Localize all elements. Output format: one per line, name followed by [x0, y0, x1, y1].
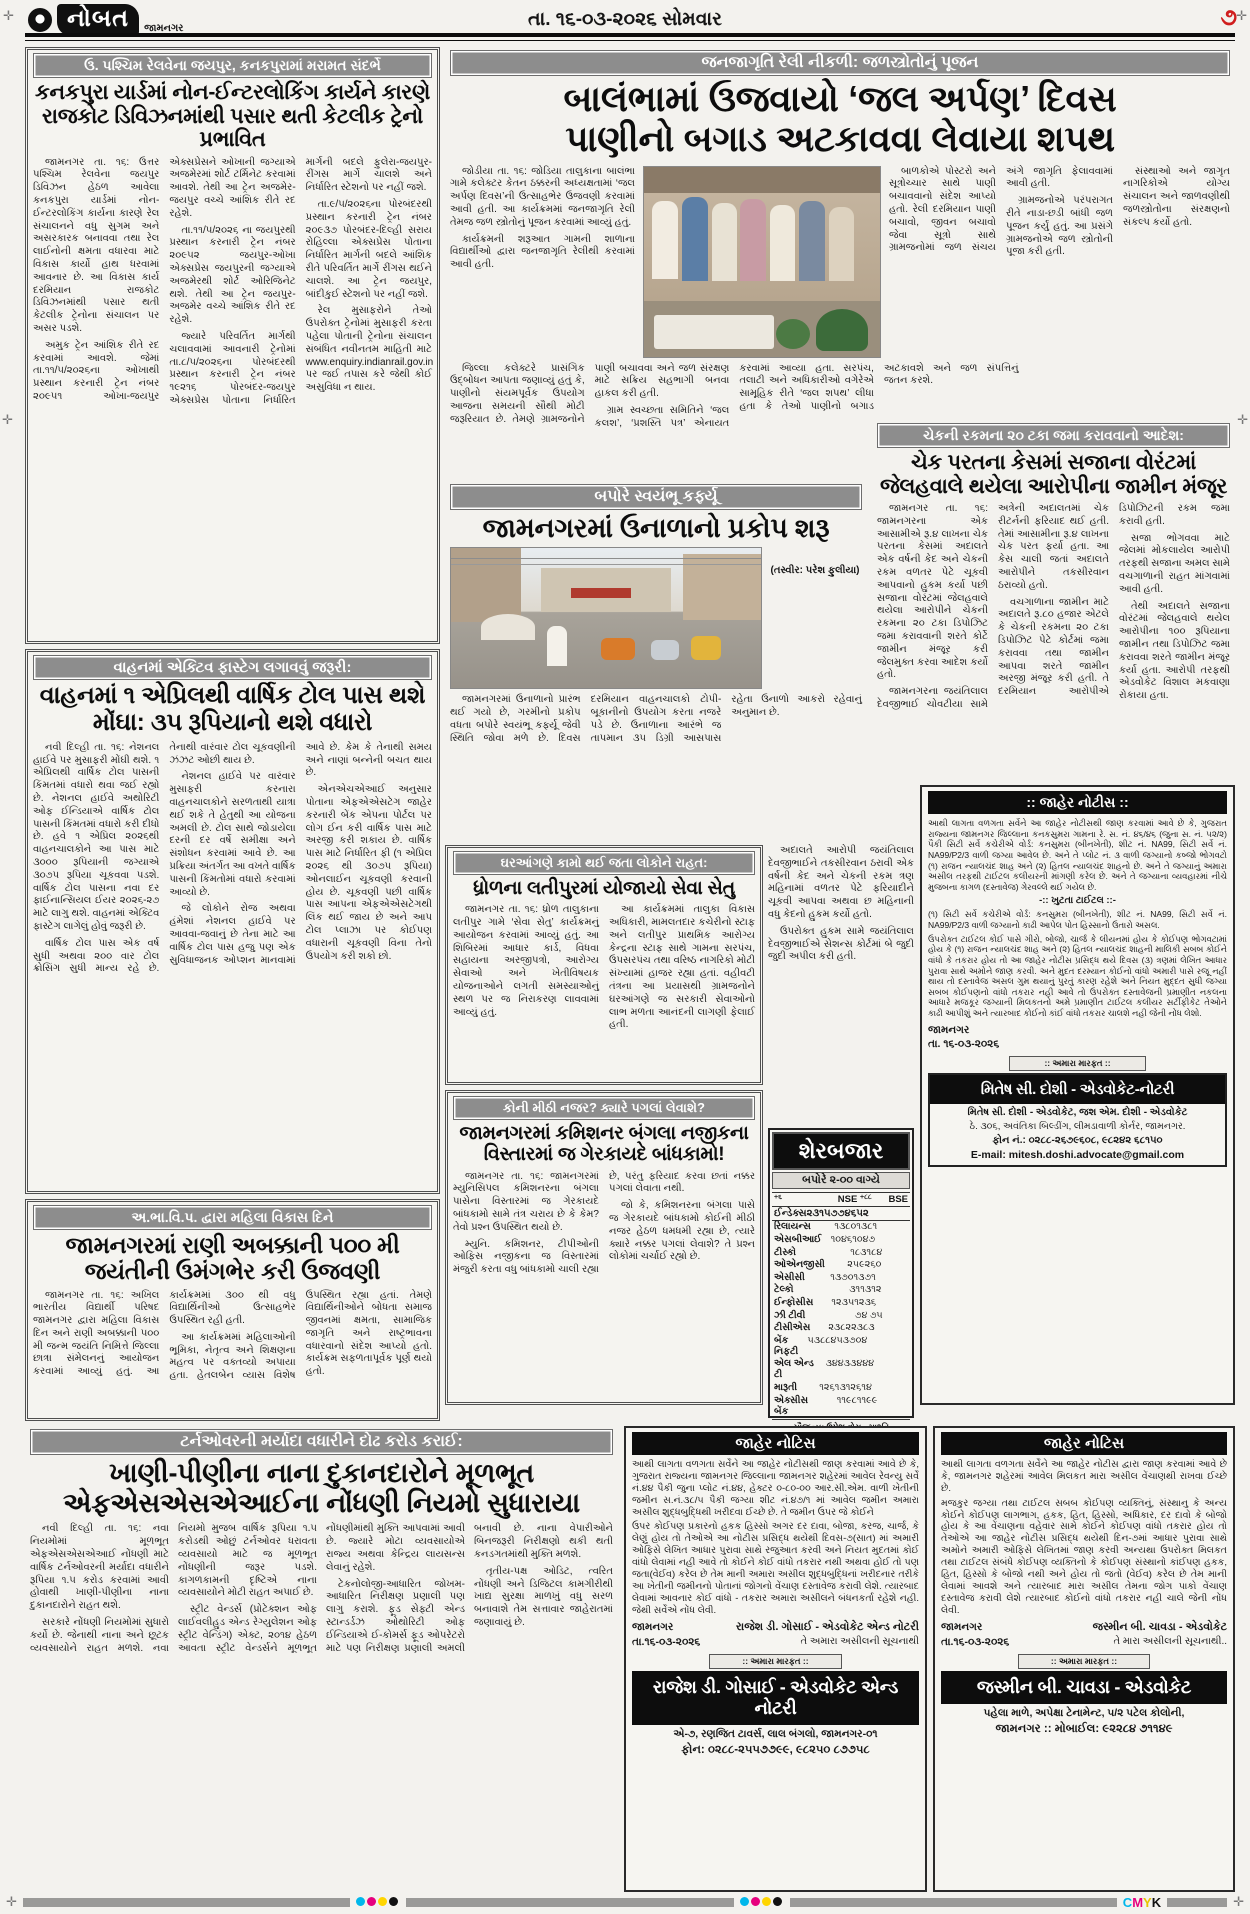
- notice-chavda-sig-note: તે મારા અસીલની સૂચનાથી..: [1113, 1636, 1227, 1648]
- color-dots: [356, 1893, 400, 1911]
- stock-value: ૧૨૩૬: [854, 1296, 877, 1308]
- cmyk-c: C: [1122, 1894, 1133, 1910]
- person-shape: [712, 203, 737, 281]
- stock-value: ૨૩૧૫૭: [806, 1207, 838, 1219]
- body-paragraph: જામનગર તા. ૧૬: જામનગરમાં મ્યુનિસિપલ કમિશનરના બંગલા પાસેના વિસ્તારમાં જ ગેરકાયદે બાંધકામો સામે તંત્ર ચરાય છે કે કેમ? તેવો પ્રશ્ન ઉપસ્થિત થયો છે.: [453, 1170, 599, 1233]
- plant-shape: [776, 319, 810, 349]
- body-paragraph: આ કાર્યક્રમમાં મહિલાઓની ભૂમિકા, નેતૃત્વ અને શિક્ષણના મહત્વ પર વક્તવ્યો અપાયા હતા. હેતલબેન વ્યાસ વિશેષ ઉપસ્થિત રહ્યા હતાં. તેમણે વિદ્યાર્થિનીઓને બોધતા સમાજ જીવનમાં ક્ષમતા, સામાજિક જાગૃતિ અને રાષ્ટ્રભાવના વધારવાનો સંદેશ આપ્યો હતો. કાર્યક્રમ સફળતાપૂર્વક પૂર્ણ થયો હતો.: [169, 1289, 432, 1382]
- notice-doshi-place: જામનગર: [928, 1023, 970, 1036]
- plant-shape: [816, 309, 868, 351]
- notice-gosai-date: તા.૧૬-૦૩-૨૦૨૬: [632, 1635, 701, 1648]
- stock-change-nse: +૬: [774, 1194, 783, 1201]
- stock-value: ૧૧૯૮: [836, 1394, 857, 1406]
- notice-chavda-header: જાહેર નોટિસ: [941, 1432, 1227, 1455]
- body-paragraph: નવી દિલ્હી તા. ૧૬: નેશનલ હાઈવે પર મુસાફરી મોંઘી થશે. ૧ એપ્રિલથી વાર્ષિક ટોલ પાસની કિંમતમાં વધારો થવા જઈ રહ્યો છે. નેશનલ હાઈવે અથોરિટી ઓફ ઈન્ડિયાએ વાર્ષિક ટોલ પાસની કિંમતમાં વધારો કરી દીધો છે. હવે ૧ એપ્રિલ ૨૦૨૬થી વાહનચાલકોને આ પાસ માટે ૩૦૦૦ રૂપિયાની જગ્યાએ ૩૦૭૫ રૂપિયા ચૂકવવા પડશે. વાર્ષિક ટોલ પાસના નવા દર ફાઈનાન્સિયલ ઈયર ૨૦૨૬-૨૭ માટે લાગુ થશે. વાહનમાં એક્ટિવ ફાસ્ટેગ લાગેલું હોવું જરૂરી છે.: [33, 741, 160, 932]
- stock-name: એસીસી: [774, 1271, 805, 1283]
- registration-mark: ✛: [3, 8, 14, 23]
- stock-row: [772, 1296, 910, 1309]
- body-paragraph: જોડીયા તા. ૧૬: જોડિયા તાલુકાના બાલંભા ગામે કલેક્ટર કેતન ઠક્કરની અધ્યક્ષતામાં ‘જલ અર્પણ દિવસ’ની ઉત્સાહભેર ઉજવણી કરવામાં આવી હતી. આ કાર્યક્રમમાં જનજાગૃતિ રેલી તેમજ જળ સ્ત્રોતોનું પૂજન કરવામાં આવ્યું હતું.: [450, 165, 635, 228]
- notice-chavda-place: જામનગર: [941, 1621, 983, 1634]
- stock-row: [772, 1321, 910, 1334]
- article-toll-headline: વાહનમાં ૧ એપ્રિલથી વાર્ષિક ટોલ પાસ થશે મોંઘા: ૩૫ રૂપિયાનો થશે વધારો: [39, 682, 426, 736]
- registration-mark: ✛: [6, 1894, 17, 1909]
- stock-value: ૧૩૭૧: [853, 1271, 876, 1283]
- stock-name: ઝી ટીવી: [774, 1309, 806, 1321]
- body-paragraph: જિલ્લા કલેક્ટરે પ્રાસંગિક ઉદ્બોધન આપતા જણાવ્યું હતું કે, પાણીનો સંયમપૂર્વક ઉપયોગ આજના સમયની સૌથી મોટી જરૂરિયાત છે. તેમણે ગ્રામજનોને પાણી બચાવવા અને જળ સંરક્ષણ માટે સક્રિય સહભાગી બનવા હાકલ કરી હતી.: [450, 362, 730, 425]
- stock-value: ૧૦૪૬: [830, 1233, 853, 1245]
- cmyk-y: Y: [1143, 1894, 1152, 1910]
- body-paragraph: ટેકનોલોજી-આધારિત જોખમ-આધારિત નિરીક્ષણ પ્રણાલી પણ લાગુ કરાશે. ફૂડ સેફ્ટી એન્ડ સ્ટાન્ડર્ડઝ ઓથોરિટી ઓફ ઈન્ડિયાએ ઈ-કોમર્સ ફૂડ ઓપરેટરો માટે પણ નિરીક્ષણ પ્રણાલી અમલી બનાવી છે. નાના વેપારીઓને બિનજરૂરી નિરીક્ષણો થકી થતી કનડગતમાંથી મુક્તિ મળશે.: [326, 1523, 613, 1654]
- body-paragraph: સ્ટ્રીટ વેન્ડર્સ (પ્રોટેક્શન ઓફ લાઈવલીહુડ એન્ડ રેગ્યુલેશન ઓફ સ્ટ્રીટ વેન્ડિંગ) એક્ટ, ૨૦૧૪ હેઠળ આવતા સ્ટ્રીટ વેન્ડર્સને મૂળભૂત નોંધણીમાંથી મુક્તિ આપવામાં આવી છે. જ્યારે મોટા વ્યવસાયોએ રાજ્ય અથવા કેન્દ્રિય લાયસન્સ લેવાનું રહેશે.: [178, 1523, 465, 1654]
- masthead-rule: [25, 33, 1235, 41]
- body-paragraph: ગ્રામજનોએ પરંપરાગત રીતે નાડા-છડી બાંધી જળ પૂજન કર્યું હતું. આ પ્રસંગે ગ્રામજનોએ જળ સ્ત્રોતોની પૂજા કરી હતી.: [1006, 195, 1113, 258]
- notice-chavda-signature: [1093, 1620, 1227, 1648]
- stock-name: ટેલ્કો: [774, 1284, 794, 1296]
- stock-value: ૨૩૮૨: [828, 1322, 852, 1334]
- article-jal-kicker: જનજાગૃતિ રેલી નીકળી: જળસ્ત્રોતોનું પૂજન: [450, 50, 1230, 76]
- notice-chavda-ad-phone: જામનગર :: મોબાઈલ: ૯૨૨૮૪ ૭૧૧૪૯: [995, 1722, 1173, 1735]
- notice-gosai-place-date: [632, 1620, 700, 1648]
- wire-shape: [451, 564, 761, 565]
- notice-doshi-ad-email: E-mail: mitesh.doshi.advocate@gmail.com: [970, 1148, 1185, 1161]
- body-paragraph: રેલ મુસાફરોને તેઓ ઉપરોક્ત ટ્રેનોમાં મુસાફરી કરતા પહેલા પોતાની ટ્રેનોના સંચાલન સંબંધિત નવીનતમ માહિતી માટે www.enquiry.indianrail.gov.in પર જઈ તપાસ કરે જેથી કોઈ અસુવિધા ન થાય.: [305, 305, 434, 394]
- notice-gosai-header: જાહેર નોટિસ: [632, 1432, 919, 1455]
- stock-row: [772, 1258, 910, 1271]
- stock-col-bse: BSE: [888, 1194, 908, 1205]
- body-paragraph: વચગાળાના જામીન માટે અદાલતે રૂ.૮૦ હજાર એટલે કે ચેકની રકમના ૨૦ ટકા ડિપોઝિટ પેટે કોર્ટમાં જમા કરાવવા તથા જામીન આપવા શરતે જામીન અરજી મંજૂર કરી હતી. તે દરમિયાન આરોપીએ ડિપોઝિટની રકમ જમા કરાવી હતી.: [998, 503, 1230, 698]
- article-rani-body: [33, 1290, 432, 1410]
- notice-chavda-date: તા.૧૬-૦૩-૨૦૨૬: [941, 1635, 1010, 1648]
- article-curfew-headline: જામનગરમાં ઉનાળાનો પ્રકોપ શરૂ: [482, 513, 830, 543]
- stock-row: [772, 1394, 910, 1418]
- signboard-shape: [571, 588, 631, 598]
- article-cheque: [872, 420, 1235, 780]
- person-shape: [829, 207, 854, 281]
- article-curfew-kicker: બપોરે સ્વયંભૂ કર્ફ્યૂ: [450, 484, 862, 510]
- notice-gosai-ad-bar: રાજેશ ડી. ગોસાઈ - એડવોકેટ એન્ડ નોટરી: [632, 1671, 919, 1725]
- article-jal-arpan: [445, 47, 1235, 477]
- stock-value: ૫૩૭૦૪: [836, 1334, 868, 1346]
- stock-row: [772, 1221, 910, 1234]
- notice-doshi-ad-bar: મિતેષ સી. દોશી - એડવોકેટ-નોટરી: [930, 1075, 1225, 1104]
- person-shape: [740, 199, 766, 281]
- stock-row: [772, 1246, 910, 1259]
- body-paragraph: જો કે, કમિશનરના બંગલા પાસે જ ગેરકાયદે બાંધકામો કોઈની મીઠી નજર હેઠળ ધમધમી રહ્યા છે, ત્યારે ક્યારે નક્કર પગલાં લેવાશે? તે પ્રશ્ન લોકોમાં ચર્ચાઈ રહ્યો છે.: [609, 1200, 755, 1263]
- body-paragraph: અદાલતે આરોપી જયંતિલાલ દેવજીભાઈને તકસીરવાન ઠરાવી એક વર્ષની કેદ અને ચેકની રકમ ત્રણ મહિનામાં વળતર પેટે ફરિયાદીને ચૂકવી આપવા અથવા છ મહિનાની વધુ કેદનો હુકમ કર્યો હતો.: [768, 845, 914, 920]
- body-paragraph: એનએચએઆઈ અનુસાર પોતાના એફએએસટેગ જાહેર કરનારી બેંક એપના પોર્ટલ પર લોગ ઈન કરી વાર્ષિક પાસ માટે અરજી કરી શકાય છે. વાર્ષિક પાસ માટે નિર્ધારિત ફી (૧ એપ્રિલ ૨૦૨૬ થી ૩૦૭૫ રૂપિયા) ઓનલાઈન ચૂકવણી કરવાની હોય છે. ચૂકવણી પછી વાર્ષિક પાસ આપના એફએએસટેગથી લિંક થઈ જાય છે અને આપ ટોલ પ્લાઝા પર કોઈપણ વધારાની ચૂકવણી વિના તેનો ઉપયોગ કરી શકો છો.: [305, 784, 432, 962]
- notice-gosai-via-label: :: અમારા મારફત ::: [709, 1654, 841, 1669]
- registration-bar: [790, 1898, 1117, 1907]
- notice-chavda-ad-bar: જસ્મીન બી. ચાવડા - એડવોકેટ: [941, 1671, 1227, 1704]
- stock-value: ૧૮૩: [850, 1246, 867, 1258]
- stock-name: મારૂતી: [774, 1381, 798, 1393]
- registration-mark: ✛: [1233, 1894, 1244, 1909]
- body-paragraph: ગ્રામ સ્વચ્છતા સમિતિને ‘જલ કલશ’, ‘પ્રશસ્તિ પત્ર’ એનાયત કરવામાં આવ્યા હતા. સરપંચ, તલાટી અને અધિકારીઓ વગેરેએ સામૂહિક રીતે ‘જલ શપથ’ લીધા હતા કે તેઓ પાણીનો બગાડ અટકાવશે અને જળ સંપત્તિનું જતન કરશે.: [594, 362, 1019, 429]
- registration-bar: [406, 1898, 733, 1907]
- notice-doshi-subhead: -:: ખુટતા ટાઈટલ ::-: [1039, 895, 1116, 907]
- article-cheque-kicker: ચેકની રકમના ૨૦ ટકા જમા કરાવવાનો આદેશ:: [877, 423, 1230, 448]
- body-paragraph: જામનગર તા. ૧૬: અખિલ ભારતીય વિદ્યાર્થી પરિષદ જામનગર દ્વારા મહિલા વિકાસ દિન અને રાણી અબક્કાની ૫૦૦ મી જન્મ જયંતિ નિમિત્તે જિલ્લા છાત્રા સંમેલનનું આયોજન કરવામાં આવ્યું હતું. આ કાર્યક્રમમાં ૩૦૦ થી વધુ વિદ્યાર્થિનીઓ ઉત્સાહભેર ઉપસ્થિત રહી હતી.: [33, 1289, 296, 1378]
- body-paragraph: તૃતીય-પક્ષ ઓડિટ, ત્વરિત નોંધણી અને ડિજિટલ કામગીરીથી ખાદ્ય સુરક્ષા માળખું વધુ સરળ બનાવાશે તેમ સત્તાવાર જાહેરાતમાં જણાવાયું છે.: [474, 1565, 613, 1629]
- article-railway-body: [33, 157, 432, 627]
- body-paragraph: મ્યુનિ. કમિશનર, ટીપીઓની ઓફિસ નજીકના જ વિસ્તારમાં મંજુરી કરતા વધુ બાંધકામો ચાલી રહ્યા છે, પરંતુ ફરિયાદ કરવા છતાં નક્કર પગલાં લેવાતા નથી.: [453, 1170, 755, 1276]
- body-paragraph: ઉપરોક્ત હુકમ સામે જયંતિલાલ દેવજીભાઈએ સેશન્સ કોર્ટમાં બે જુદી જુદી અપીલ કરી હતી.: [768, 925, 914, 963]
- notice-doshi-ad-phone: ફોન નં.: ૦૨૮૮-૨૬૭૯૬૦૮, ૯૮૨૪૨ ૬૮૧૫૦: [992, 1134, 1163, 1146]
- stock-value: ૧૨૬૧૩: [819, 1381, 846, 1393]
- article-cheque-body: [877, 503, 1230, 761]
- stock-row: [772, 1358, 910, 1382]
- article-toll: [25, 649, 440, 1194]
- article-seva-body: [453, 904, 755, 1072]
- article-cheque-headline: ચેક પરતના કેસમાં સજાના વોરંટમાં જેલહવાલે થયેલા આરોપીના જામીન મંજૂર: [879, 451, 1228, 498]
- notice-chavda-text-1: આથી લાગતા વળગતા સર્વેને આ જાહેર નોટીસ દ્વારા જાણ કરવામાં આવે છે કે, જામનગર શહેરમાં આવેલ મિલકત મારા અસીલ વેંચાણથી રાખવા ઈચ્છે છે.: [941, 1459, 1227, 1494]
- notice-doshi-place-date: [928, 1023, 999, 1051]
- color-dots: [740, 1893, 784, 1911]
- car-shape: [691, 636, 721, 660]
- registration-mark: ✛: [1236, 8, 1247, 23]
- stock-name: ઓએનજીસી: [774, 1259, 825, 1271]
- stock-table: [768, 1128, 914, 1418]
- notice-chavda-sig-name: જસ્મીન બી. ચાવડા - એડવોકેટ: [1092, 1621, 1227, 1634]
- black-dot: [773, 1897, 782, 1906]
- body-paragraph: તા.૯/૫/૨૦૨૬ના પોરબંદરથી પ્રસ્થાન કરનારી ટ્રેન નંબર ૨૦૯૩૭ પોરબંદર-દિલ્હી સરાય રોહિલ્લા એક્સપ્રેસ પોતાના નિર્ધારિત માર્ગની બદલે આંશિક રીતે પરિવર્તિત માર્ગે રીંગસ થઈને ચાલશે. આ ટ્રેન જયપુર, બાંદીકુઈ સ્ટેશનો પર નહીં જશે.: [305, 198, 432, 300]
- cmyk-label: [1123, 1895, 1161, 1910]
- article-commissioner: [445, 1090, 763, 1405]
- body-paragraph: જે લોકોને રોજ અથવા હંમેશાં નેશનલ હાઈવે પર આવવા-જવાનું છે તેના માટે આ વાર્ષિક ટોલ પાસ હજુ પણ એક સુવિધાજનક ઓપ્શન માનવામાં આવે છે. કેમ કે તેનાથી સમય અને નાણાં બન્નેની બચત થાય છે.: [169, 741, 432, 966]
- stock-col-nse: NSE: [837, 1194, 858, 1205]
- stock-value: ૧૧૯૯: [856, 1394, 878, 1406]
- body-paragraph: નેશનલ હાઈવે પર વારંવાર મુસાફરી કરનારા વાહનચાલકોને સરળતાથી યાત્રા થઈ શકે તે હેતુથી આ યોજના અમલી છે. ટોલ સાથે જોડાયેલા દરની દર વર્ષે સમીક્ષા અને સંશોધન કરવામાં આવે છે. આ પ્રક્રિયા અંતર્ગત આ વખતે વાર્ષિક પાસની કિંમતોમાં વધારો કરવામાં આવ્યો છે.: [169, 771, 296, 898]
- building-shape: [451, 548, 521, 622]
- stock-row: [772, 1381, 910, 1394]
- stock-row: [772, 1207, 910, 1221]
- yellow-dot: [762, 1897, 771, 1906]
- stock-value: ૭૪૬૫૨: [837, 1207, 869, 1219]
- stock-value: ૧૩૮૧: [856, 1221, 878, 1233]
- stock-name: એક્સીસ બેંક: [774, 1394, 809, 1417]
- stock-name: ટીસ્કો: [774, 1246, 797, 1258]
- stock-value: ૨૬૦: [864, 1259, 882, 1271]
- article-railway-kicker: ઉ. પશ્ચિમ રેલવેના જયપુર, કનકપુરામાં મરામત સંદર્ભે: [33, 53, 432, 78]
- stock-value: ૧૩૭૦: [830, 1271, 854, 1283]
- stock-value: ૭૫: [869, 1309, 883, 1321]
- photo-banner-shape: [644, 167, 880, 193]
- photo-caption: (તસ્વીર: પરેશ ફુલીયા): [770, 565, 860, 577]
- stock-value: ૩૧૨: [864, 1284, 882, 1296]
- article-seva-kicker: ઘરઆંગણે કામો થઈ જતા લોકોને રાહત:: [453, 851, 755, 875]
- body-paragraph: તા.૧૧/૫/૨૦૨૬ ના જયપુરથી પ્રસ્થાન કરનારી ટ્રેન નંબર ૨૦૯૫૨ જયપુર-ઓખા એક્સપ્રેસ જયપુરની જગ્યાએ અજમેરથી શોર્ટ ઓરિજિનેટ થશે. તેથી આ ટ્રેન જયપુર-અજમેર વચ્ચે આંશિક રીતે રદ રહેશે.: [169, 224, 296, 326]
- scooter-shape: [651, 640, 679, 660]
- stock-row: [772, 1284, 910, 1297]
- notice-gosai-place: જામનગર: [632, 1621, 674, 1634]
- stock-row: [772, 1233, 910, 1246]
- brand-city: જામનગર: [144, 23, 184, 34]
- body-paragraph: કાર્યક્રમની શરૂઆત ગામની શાળાના વિદ્યાર્થીઓ દ્વારા જનજાગૃતિ રેલીથી કરવામાં આવી હતી.: [450, 233, 635, 271]
- person-shape: [770, 205, 795, 281]
- stock-value: ૧૨૬૧૪: [845, 1381, 872, 1393]
- registration-mark: ✛: [2, 412, 13, 427]
- stock-time: બપોરે ૨-૦૦ વાગ્યે: [772, 1172, 910, 1189]
- cyan-dot: [740, 1897, 749, 1906]
- article-seva-setu: [445, 845, 763, 1085]
- notice-doshi-text-2: (૧) સિટી સર્વે કચેરીએ વોર્ડ: કનસુમરા (બીનખેતી), શીટ નં. NA99, સિટી સર્વે નં. NA99/P2/3 વાળી જગ્યાનો કાઢી આપેલ પોત હિસ્સાનો ઉતારો અસલ.: [928, 909, 1227, 930]
- notice-gosai-sig-note: તે અમારા અસીલની સૂચનાથી: [800, 1636, 919, 1648]
- body-paragraph: જામનગર તા. ૧૬: ઉત્તર પશ્ચિમ રેલવેના જયપુર ડિવિઝન હેઠળ આવેલા કનકપુરા યાર્ડમાં નોન-ઈન્ટરલોકિંગ કાર્યના કારણે રેલ સંચાલનને વધુ સુગમ અને અસરકારક બનાવવા તથા રેલ લાઈનોની ક્ષમતા વધારવા માટે વિકાસ કાર્યો હાથ ધરવામાં આવનાર છે. આ વિકાસ કાર્ય દરમિયાન રાજકોટ ડિવિઝનમાંથી પસાર થતી કેટલીક ટ્રેનોના સંચાલન પર અસર પડશે.: [33, 156, 160, 334]
- stock-header-row: [772, 1192, 910, 1207]
- stock-value: ૧૦૪૭: [852, 1233, 876, 1245]
- article-toll-body: [33, 742, 432, 1172]
- cyan-dot: [356, 1897, 365, 1906]
- article-jal-body-right: [889, 166, 1230, 358]
- article-railway: [25, 47, 440, 644]
- stock-name: ઈન્ડેક્સ: [774, 1207, 807, 1219]
- article-toll-kicker: વાહનમાં એક્ટિવ ફાસ્ટેગ લગાવવું જરૂરી:: [33, 655, 432, 680]
- brand-logo: નોબત: [57, 4, 139, 36]
- stock-value: ૩૪૪૩: [825, 1358, 850, 1370]
- notice-chavda-text-2: મજકુર જગ્યા તથા ટાઈટલ સબબ કોઈપણ વ્યક્તિનું, સંસ્થાનુ કે અન્ય કોઈને કોઈપણ લાગભાગ, હકક, હિત, હિસ્સો, અધિકાર, દર દાવો કે બોજો હોય કે આ વેંચાણના વહેવાર સામે કોઈને કોઈપણ વાંધો તકરાર હોય તો તેઓએ આ જાહેર નોટીસ પ્રસિદ્ધ થયેથી દિન-૭માં આધાર પુરાવા સાથે અમોને અમારી ઓફિસે લેખિતમાં જાણ કરવી અન્યથા ઉપરોક્ત મિલકત તથા ટાઈટલ સંબંધે કોઈપણ વ્યક્તિનો કે કોઈપણ સંસ્થાનો કાંઈપણ હકક, હિત, હિસ્સો કે બોજો નથી અને હોય તો જતો (વેઈવ) કરેલ છે તેમ માની લેવામાં આવશે અને ત્યારબાદ મારા અસીલ તેમના જોગ પાકો વેંચાણ દસ્તાવેજ કરાવી લેશે ત્યારબાદ કોઈનો વાંધો તકરાર નહી ચાલે જેની નોંધ લેવી.: [941, 1497, 1227, 1616]
- stock-name: એસબીઆઈ: [774, 1233, 822, 1245]
- registration-bar: [23, 1898, 350, 1907]
- stock-value: ૧૨૩૫: [831, 1296, 855, 1308]
- body-paragraph: બાળકોએ પોસ્ટરો અને સૂત્રોચ્ચાર સાથે પાણી બચાવવાનો સંદેશ આપ્યો હતો. રેલી દરમિયાન પાણી બચાવો, જીવન બચાવો જેવા સૂત્રો સાથે ગ્રામજનોમાં જળ સંચય અંગે જાગૃતિ ફેલાવવામાં આવી હતી.: [889, 165, 1113, 254]
- article-jal-headline-line1: બાલંભામાં ઉજવાયો ‘જલ અર્પણ’ દિવસ: [563, 78, 1117, 119]
- notice-doshi-via-label: :: અમારા મારફત ::: [1009, 1056, 1147, 1071]
- notice-doshi-text-1: આથી લાગતા વળગતા સર્વેને આ જાહેર નોટીસથી જાણ કરવામાં આવે છે કે, ગુજરાત રાજ્યના જામનગર જિલ્લાના કનકસુમરા ગામના રે. સ. નં. ૪૬/૪૬ (જુના સ. નં. ૫૨/૨) પૈકી સિટી સર્વે કચેરીએ વોર્ડ: કનસુમરા (બીનખેતી), શીટ નં. NA99, સિટી સર્વે નં. NA99/P2/3 વાળી જગ્યા આવેલ છે. અને તે પ્લોટ નં. ૩ વાળી જગ્યાનો કબ્જો ભોગવટો (૧) રાજન ન્યાલચંદ શાહ અને (૨) હિતલ ન્યાલચંદ શાહનો છે. અને તે જગ્યાનું અમારા અસીલ તરફથી ટાઈટલ કલીયરની માંગણી કરેલ છે. અને તે જગ્યાના વ્યવહારમાં નીચે મુજબના કાગળ (દસ્તાવેજ) ગેરવલ્લે થઈ ગયેલ છે.: [928, 818, 1227, 892]
- print-registration-strip: [0, 1893, 1250, 1911]
- article-fssai-kicker: ટર્નઓવરની મર્યાદા વધારીને દોઢ કરોડ કરાઈ:: [30, 1429, 613, 1455]
- stock-name: ઈન્ફોસીસ: [774, 1296, 814, 1308]
- stock-value: ૨૩૮૩: [851, 1322, 875, 1334]
- notice-doshi-ad-address: ઠે. ૩૦૬, અવંતિકા બિલ્ડીંગ, લીમડાવાળી કોર્નર, જામનગર.: [969, 1120, 1186, 1132]
- notice-gosai-signature: [736, 1620, 919, 1648]
- yellow-dot: [378, 1897, 387, 1906]
- street-photo: [450, 547, 762, 689]
- notice-gosai-ad-phone: ફોન: ૦૨૮૮-૨૫૫૭૭૯૯, ૯૮૨૫૦ ૮૭૭૫૮: [681, 1743, 870, 1756]
- article-jal-body-left: [450, 166, 635, 358]
- registration-bar: [1167, 1898, 1227, 1907]
- article-curfew: [445, 481, 867, 841]
- stock-value: ૭૪: [854, 1309, 868, 1321]
- stock-name: એલ એન્ડ ટી: [774, 1358, 814, 1381]
- article-rani-kicker: અ.ભા.વિ.પ. દ્વારા મહિલા વિકાસ દિને: [33, 1205, 432, 1230]
- notice-doshi-text-3: ઉપરોક્ત ટાઈટલ કોઈ પાસે ગીરો, બોજો, ચાર્જ કે લીયનમાં હોય કે કોઈપણ ભોગવટામાં હોય કે (૧) રાજન ન્યાલચંદ શાહ અને (૨) હિતલ ન્યાલચંદ શાહની માલિકી સબબ કોઈને વાંધો કે તકરાર હોય તો આ જાહેર નોટીસ પ્રસિદ્ધ થયે દિવસ (૩) ત્રણમાં લેખિત આધાર પુરાવા સાથે અમોને જાણ કરવી. અને મુદત દરમ્યાન કોઈનો વાંધો અમારી પાસે રજૂ નહીં થાય તો દસ્તાવેજ અસલ ગુમ થયાનું પુરતું કારણ રહેશે અને નિયત મુદ્દત સુધી જગ્યા સબબ કોઈપણનો વાંધો તકરાર નહી આવે તો ઉપરોક્ત દસ્તાવેજની પ્રમાણીત નકલના આધારે મજકૂર જગ્યાની મિલકતનો અમે પ્રમાણીત ટાઈટલ કલીયર સર્ટીફીકેટ તેઓને કાઢી આપીશું અને ત્યારબાદ કોઈનો કાંઈ વાંધો તકરાર ચાલશે નહી જેની નોંધ લેશો.: [928, 933, 1227, 1018]
- article-curfew-body: [450, 694, 862, 814]
- stock-row: [772, 1271, 910, 1284]
- umbrella-shape: [481, 614, 535, 640]
- stock-value: ૩૪૪૪: [850, 1358, 874, 1370]
- article-commissioner-headline: જામનગરમાં કમિશનર બંગલા નજીકના વિસ્તારમાં જ ગેરકાયદે બાંધકામો!: [459, 1123, 749, 1166]
- article-fssai-body: [30, 1523, 613, 1873]
- cmyk-k: K: [1151, 1894, 1162, 1910]
- public-notice-gosai: [624, 1426, 927, 1892]
- stock-row: [772, 1334, 910, 1358]
- wire-shape: [451, 558, 761, 559]
- notice-gosai-ad-address: એ-૭, રણજિત ટાવર્સ, લાલ બંગલો, જામનગર-૦૧: [673, 1727, 878, 1740]
- stock-title: શેરબજાર: [772, 1132, 910, 1170]
- stock-name: રિલાયન્સ: [774, 1221, 811, 1233]
- article-seva-headline: ધ્રોળના લતીપુરમાં યોજાયો સેવા સેતુ: [473, 878, 735, 899]
- body-paragraph: તેથી અદાલતે સજાના વોરંટમાં જેલહવાલે થયેલ આરોપીના ૧૦૦ રૂપિયાના જામીન તથા ડિપોઝિટ જમા કરાવવા શરતે જામીન મંજૂર કર્યા હતા. આરોપી તરફથી એડવોકેટ વિશાલ મકવાણા રોકાયા હતા.: [1119, 600, 1230, 702]
- body-paragraph: સરકારે નોંધણી નિયમોમાં સુધારો કર્યો છે. જેનાથી નાના અને છૂટક વ્યવસાયોને રાહત મળશે. નવા નિયમો મુજબ વાર્ષિક રૂપિયા ૧.૫ કરોડથી ઓછું ટર્નઓવર ધરાવતા વ્યવસાયો માટે જ મૂળભૂત નોંધણીની જરૂર પડશે. કાગળકામની દૃષ્ટિએ નાના વ્યવસાયોને મોટી રાહત અપાઈ છે.: [30, 1523, 317, 1654]
- registration-mark: ✛: [1237, 412, 1248, 427]
- edition-date: તા. ૧૬-૦૩-૨૦૨૬ સોમવાર: [527, 9, 723, 30]
- article-commissioner-body: [453, 1171, 755, 1393]
- public-notice-doshi: [920, 785, 1235, 1405]
- article-cheque-continued: [768, 845, 914, 1123]
- body-paragraph: સજા ભોગવવા માટે જેલમાં મોકલાયેલ આરોપી તરફથી સજાના અમલ સામે વચગાળાની રાહત માંગવામાં આવી હતી.: [1119, 532, 1230, 595]
- body-paragraph: આ કાર્યક્રમમાં તાલુકા વિકાસ અધિકારી, મામલતદાર કચેરીનો સ્ટાફ અને લતીપુર પ્રાથમિક આરોગ્ય કેન્દ્રના સ્ટાફ સાથે ગામના સરપંચ, ઉપસરપંચ તથા વરિષ્ઠ નાગરિકો મોટી સંખ્યામાં હાજર રહ્યા હતાં. વહીવટી તંત્રના આ પ્રયાસથી ગ્રામજનોને ઘરઆંગણે જ સરકારી સેવાઓનો લાભ મળતા આનંદની લાગણી ફેલાઈ હતી.: [609, 904, 755, 1031]
- body-paragraph: નવી દિલ્હી તા. ૧૬: નવા નિયમોમાં મૂળભૂત એફએસએસએઆઈ નોંધણી માટે વાર્ષિક ટર્નઓવરની મર્યાદા વધારીને રૂપિયા ૧.૫ કરોડ કરવામાં આવી હોવાથી ખાણી-પીણીના નાના દુકાનદારોને રાહત થશે.: [30, 1523, 169, 1612]
- notice-chavda-place-date: [941, 1620, 1009, 1648]
- body-paragraph: જામનગર તા. ૧૬: ધ્રોળ તાલુકાના લતીપુર ગામે ‘સેવા સેતુ’ કાર્યક્રમનું આયોજન કરવામાં આવ્યું હતું. આ શિબિરમાં આધાર કાર્ડ, વિધવા સહાયના અરજીપત્રો, આરોગ્ય સેવાઓ અને ખેતીવિષયક યોજનાઓને લગતી સમસ્યાઓનું સ્થળ પર જ નિરાકરણ લાવવામાં આવ્યું હતું.: [453, 904, 599, 1018]
- body-paragraph: જામનગરના જયંતિલાલ દેવજીભાઈ ચોવટીયા સામે અત્રેની અદાલતમાં ચેક રીટર્નની ફરિયાદ થઈ હતી. તેમાં આસામીના રૂ.૪ લાખના ચેક પરત ફર્યા હતા. આ કેસ ચાલી જતાં અદાલતે આરોપીને તકસીરવાન ઠરાવ્યો હતો.: [877, 503, 1109, 710]
- stock-change-bse: +૮૮: [859, 1194, 872, 1201]
- notice-gosai-text-1: આથી લાગતા વળગતા સર્વેને આ જાહેર નોટીસથી જાણ કરવામાં આવે છે કે, ગુજરાત રાજ્યના જામનગર જિલ્લાના જામનગર શહેરમાં આવેલ રેવન્યુ સર્વે નં.૪૪ પૈકી જુના પ્લોટ નં.૪૪, હેક્ટર ૦-૮૦-૦૦ આર.સી.એમ. વાળી ખેતીની જમીન સ.નં.૩૮/૫ પૈકી જગ્યા શીટ નં.૪૭/૧ માં આવેલ જમીન અમારા અસીલ શુદ્ધબુદ્ધિથી ખરીદવા ઈચ્છે છે. તે જમીન ઉપર જે કોઈને: [632, 1459, 919, 1518]
- ceremony-photo: [643, 166, 881, 358]
- stock-row: [772, 1309, 910, 1322]
- article-commissioner-kicker: કોની મીઠી નજર? ક્યારે પગલાં લેવાશે?: [453, 1096, 755, 1120]
- person-shape: [652, 201, 678, 279]
- table-shape: [654, 315, 774, 349]
- pedestrian-shape: [547, 626, 567, 666]
- notice-doshi-ad-names: મિતેષ સી. દોશી - એડવોકેટ, જશ એમ. દોશી - એડવોકેટ: [967, 1106, 1188, 1118]
- public-notice-chavda: [933, 1426, 1235, 1892]
- article-rani-abakka: [25, 1199, 440, 1421]
- stock-value: ૩૧૧: [849, 1284, 865, 1296]
- article-fssai-headline: ખાણી-પીણીના નાના દુકાનદારોને મૂળભૂત એફએસએસએઆઈના નોંધણી નિયમો સુધારાયા: [63, 1458, 580, 1519]
- notice-chavda-via-label: :: અમારા મારફત ::: [1018, 1654, 1150, 1669]
- article-fssai: [25, 1426, 618, 1892]
- person-shape: [799, 201, 825, 281]
- rickshaw-shape: [601, 638, 635, 660]
- notice-doshi-date: તા. ૧૬-૦૩-૨૦૨૬: [928, 1037, 1000, 1050]
- stock-name: બેંક નિફટી: [774, 1334, 799, 1357]
- magenta-dot: [751, 1897, 760, 1906]
- notice-doshi-header: :: જાહેર નોટીસ ::: [928, 791, 1227, 814]
- body-paragraph: અમુક ટ્રેન આંશિક રીતે રદ કરવામાં આવશે. જેમાં તા.૧૧/૫/૨૦૨૬ના ઓખાથી પ્રસ્થાન કરનારી ટ્રેન નંબર ૨૦૯૫૧ ઓખા-જયપુર એક્સપ્રેસને ઓખાની જગ્યાએ અજમેરમાં શોર્ટ ટર્મિનેટ કરવામાં આવશે. તેથી આ ટ્રેન અજમેર-જયપુર વચ્ચે આંશિક રીતે રદ રહેશે.: [33, 156, 296, 402]
- stock-rows: [772, 1207, 910, 1417]
- body-paragraph: સંસ્થાઓ અને જાગૃત નાગરિકોએ યોગ્ય સંચાલન અને જાળવણીથી જળસ્ત્રોતોના સંરક્ષણનો સંકલ્પ કર્યો હતો.: [1123, 165, 1230, 228]
- article-jal-headline-line2: પાણીનો બગાડ અટકાવવા લેવાયા શપથ: [565, 118, 1115, 160]
- notice-chavda-ad-address: પહેલા માળે, અપેક્ષા ટેનામેન્ટ, ૫/૨ પટેલ કોલોની,: [983, 1706, 1185, 1719]
- magenta-dot: [367, 1897, 376, 1906]
- article-rani-headline: જામનગરમાં રાણી અબક્કાની ૫૦૦ મી જયંતીની ઉમંગભેર કરી ઉજવણી: [65, 1232, 400, 1284]
- article-jal-body-bottom: [450, 362, 1019, 435]
- notice-gosai-sig-name: રાજેશ ડી. ગોસાઈ - એડવોકેટ એન્ડ નોટરી: [735, 1621, 919, 1634]
- stock-value: ૧૮૪: [866, 1246, 883, 1258]
- stock-value: ૧૩૮૦: [834, 1221, 857, 1233]
- black-dot: [389, 1897, 398, 1906]
- body-paragraph: જામનગર તા. ૧૬: જામનગરના એક આસામીએ રૂ.૪ લાખના ચેક પરતના કેસમાં અદાલતે એક વર્ષની કેદ અને ચેકની રકમ વળતર પેટે ચૂકવી આપવાનો હુકમ કર્યા પછી સજાના વોરંટમાં જેલહવાલે થયેલા આરોપીને ચેકની રકમના ૨૦ ટકા ડિપોઝિટ જમા કરાવવાની શરતે કોર્ટે જામીન મંજૂર કરી જેલમુક્ત કરવા આદેશ કર્યો હતો.: [877, 503, 988, 681]
- stock-name: ટીસીએસ: [774, 1322, 811, 1334]
- person-shape: [682, 197, 708, 281]
- article-railway-headline: કનકપુરા યાર્ડમાં નોન-ઈન્ટરલોકિંગ કાર્યને કારણે રાજકોટ ડિવિઝનમાંથી પસાર થતી કેટલીક ટ્રેનો પ્રભાવિત: [34, 81, 431, 152]
- body-paragraph: વાર્ષિક ટોલ પાસ એક વર્ષ સુધી અથવા ૨૦૦ વાર ટોલ ક્રોસિંગ સુધી માન્ય રહે છે. તેનાથી વારંવાર ટોલ ચૂકવણીની ઝંઝટ ઓછી થાય છે.: [33, 741, 296, 975]
- stock-value: ૨૫૯: [847, 1259, 865, 1271]
- stock-value: ૫૩૮૮૪: [807, 1334, 837, 1346]
- body-paragraph: જામનગરમાં ઉનાળાનો પ્રારંભ થઈ ગયો છે, ગરમીનો પ્રકોપ વધતા બપોરે સ્વયંભૂ કર્ફ્યૂ જેવી સ્થિતિ જોવા મળે છે. દિવસ દરમિયાન વાહનચાલકો ટોપી-બૂકાનીનો ઉપયોગ કરતા નજરે પડે છે. ઉનાળાના આરંભે જ તાપમાન ૩૫ ડિગ્રી આસપાસ રહેતા ઉનાળો આકરો રહેવાનું અનુમાન છે.: [450, 694, 862, 744]
- cmyk-m: M: [1132, 1894, 1144, 1910]
- page-number: ૭: [1220, 4, 1237, 31]
- body-paragraph: જ્યારે પરિવર્તિત માર્ગથી ચલાવવામાં આવનારી ટ્રેનોમાં તા.૮/૫/૨૦૨૬ના પોરબંદરથી પ્રસ્થાન કરનારી ટ્રેન નંબર ૧૯૨૧૬ પોરબંદર-જયપુર એક્સપ્રેસ પોતાના નિર્ધારિત માર્ગની બદલે ફુલેરા-જયપુર-રીંગસ માર્ગે ચાલશે અને નિર્ધારિત સ્ટેશનો પર નહીં જશે.: [169, 156, 432, 406]
- notice-gosai-text-2: ઉપર કોઈપણ પ્રકારનો હકક હિસ્સો અગર દર દાવા, બોજા, કરજ, ચાર્જ, કે લેણું હોય તો તેઓએ આ નોટીસ પ્રસિદ્ધ થયેથી દિવસ-૭(સાત) માં અમારી ઓફિસે લેખિત આધાર પુરાવા સાથે રજુઆત કરવી અને નિયત મુદતમાં કોઈ વાંધો લેવામાં નહી આવે તો કોઈને કોઈ વાંધો તકરાર નથી અથવા હોઈ તો પણ જતા(વેઈવ) કરેલ છે તેમ માની અમારા અસીલ શુદ્ધબુદ્ધિનાં ખરીદનાર તરીકે આ ખેતીની જમીનનો પોતાનાં જોગનો વેંચાણ દસ્તાવેજ કરાવી લેશે. ત્યારબાદ લેવામાં આવનાર કોઈ વાંધો - તકરાર અમારા અસીલને બંધનકર્તા રહેશે નહી. જેથી સર્વેએ નોંધ લેવી.: [632, 1521, 919, 1616]
